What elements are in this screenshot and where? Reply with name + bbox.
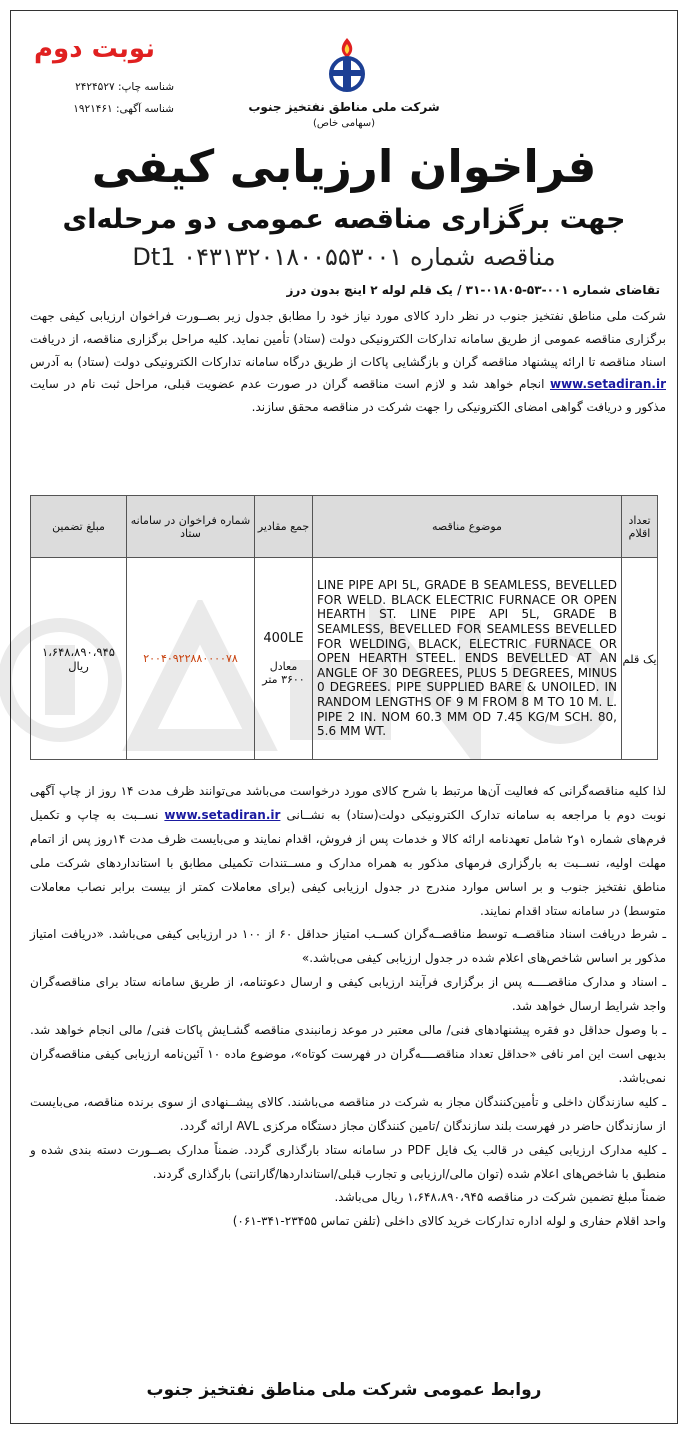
cell-count: یک قلم	[622, 558, 658, 760]
condition-6: ـ کلیه مدارک ارزیابی کیفی در قالب یک فایل PDF در سامانه ستاد بارگذاری گردد. ضمناً مدارک بصــورت دسته بندی شده و منطبق با شاخص‌های اعلام شده (توان مالی/ارزیابی و تجارب قبلی/استانداردها/گارانتی) بارگذاری گردند.	[30, 1142, 666, 1181]
condition-5: ـ کلیه سازندگان داخلی و تأمین‌کنندگان مجاز به شرکت در مناقصه می‌باشند. کالای پیشــنهادی از سوی برنده مناقصه، می‌بایست از سازندگان حاضر در فهرست بلند سازندگان /تامین کنندگان مجاز دستگاه مرکزی AVL ارائه گردد.	[30, 1094, 666, 1133]
contact-note: واحد اقلام حفاری و لوله اداره تدارکات خرید کالای داخلی (تلفن تماس ۲۳۴۵۵-۳۴۱-۰۶۱)	[232, 1214, 666, 1229]
ad-id: شناسه آگهی: ۱۹۲۱۴۶۱	[73, 103, 174, 115]
print-id: شناسه چاپ: ۲۴۲۴۵۲۷	[75, 81, 174, 93]
cell-total	[255, 558, 313, 760]
condition-1	[30, 780, 666, 923]
company-type: (سهامی خاص)	[312, 118, 376, 129]
header-call-no: شماره فراخوان در سامانه ستاد	[127, 496, 255, 558]
condition-1-a: لذا کلیه مناقصه‌گرانی که فعالیت آن‌ها مرتبط با شرح کالای مورد درخواست می‌باشد می‌توانند ظرف مدت ۱۴ روز از چاپ آگهی نوبت دوم با مراجعه به سامانه تدارک الکترونیکی دولت(ستاد) به نشــانی	[30, 784, 666, 822]
condition-4: ـ با وصول حداقل دو فقره پیشنهادهای فنی/ مالی معتبر در موعد زمانبندی مناقصه گشـایش پاکات فنی/ مالی انجام خواهد شد. بدیهی است این امر نافی «حداقل تعداد مناقصــــه‌گران در فهرست کوتاه»، موضوع ماده ۱۰ آئین‌نامه ارزیابی کیفی مناقصه‌گران نمی‌باشد.	[30, 1023, 666, 1085]
request-line: تقاضای شماره ۰۰۱-۵۳-۰۱۸۰۵-۳۱ / یک قلم لوله ۲ اینچ بدون درز	[286, 283, 660, 297]
guarantee-currency: ریال	[68, 658, 89, 673]
cell-guarantee	[31, 558, 127, 760]
table-row	[31, 558, 658, 760]
round-label: نوبت دوم	[34, 34, 155, 64]
cell-call-no: ۲۰۰۴۰۹۲۲۸۸۰۰۰۰۷۸	[127, 558, 255, 760]
total-meters: ۳۶۰۰ متر	[262, 673, 305, 686]
header-total: جمع مقادیر	[255, 496, 313, 558]
guarantee-amount: ۱،۶۴۸،۸۹۰،۹۴۵	[42, 644, 115, 659]
setadiran-link-2[interactable]: www.setadiran.ir	[164, 807, 281, 822]
nioc-logo-icon	[318, 34, 376, 94]
header-guarantee: مبلغ تضمین	[31, 496, 127, 558]
setadiran-link[interactable]: www.setadiran.ir	[549, 377, 666, 392]
intro-paragraph	[30, 305, 666, 419]
cell-subject: LINE PIPE API 5L, GRADE B SEAMLESS, BEVELLED FOR WELD. BLACK ELECTRIC FURNACE OR OPEN HEARTH ST. LINE PIPE API 5L, GRADE B SEAMLESS, BEVELLED FOR SEAMLESS BEVELLED FOR WELDING, BLACK, ELECTRIC FURNACE OR OPEN HEARTH STEEL. ENDS BEVELLED AT AN ANGLE OF 30 DEGREES, PLUS 5 DEGREES, MINUS 0 DEGREES. PIPE SUPPLIED BARE & UNOILED. IN RANDOM LENGTHS OF 9 M FROM 8 M TO 10 M. L. PIPE 2 IN. NOM 60.3 MM OD 7.45 KG/M SCH. 80, 5.6 MM WT.	[313, 558, 622, 760]
total-le: 400LE	[263, 631, 304, 646]
page-title: فراخوان ارزیابی کیفی	[91, 140, 597, 193]
header-count: تعداد اقلام	[622, 496, 658, 558]
ad-ids	[34, 76, 174, 120]
intro-text-b: انجام خواهد شد و لازم است مناقصه گران در صورت عدم عضویت قبلی، مراحل ثبت نام در سایت مذکور و دریافت گواهی امضای الکترونیکی را جهت شرکت در مناقصه محقق سازند.	[30, 377, 666, 415]
conditions-body	[30, 780, 666, 1234]
tender-table	[30, 495, 658, 760]
tender-number: مناقصه شماره Dt1 ۰۴۳۱۳۲۰۱۸۰۰۵۵۳۰۰۱	[132, 243, 556, 271]
table-header-row	[31, 496, 658, 558]
header-subject: موضوع مناقصه	[313, 496, 622, 558]
intro-text-a: شرکت ملی مناطق نفتخیز جنوب در نظر دارد کالای مورد نیاز خود را مطابق جدول زیر بصــورت فراخوان ارزیابی کیفی جهت برگزاری مناقصه عمومی از طریق سامانه تدارکات الکترونیکی دولت (ستاد) تأمین نماید. کلیه مراحل برگزاری مناقصه، از دریافت اسناد مناقصه تا ارائه پیشنهاد مناقصه گران و بازگشایی پاکات از طریق درگاه سامانه تدارکات الکترونیکی دولت (ستاد) به آدرس	[30, 309, 666, 369]
total-equal: معادل	[269, 660, 298, 673]
condition-2: ـ شرط دریافت اسناد مناقصــه توسط مناقصــه‌گران کســب امتیاز حداقل ۶۰ از ۱۰۰ در ارزیابی کیفی می‌باشد. «دریافت امتیاز مذکور بر اساس شاخص‌های اعلام شده در جدول ارزیابی کیفی می‌باشد.»	[30, 927, 666, 966]
condition-1-b: نســبت به چاپ و تکمیل فرم‌های شماره ۱و۲ شامل تعهدنامه ارائه کالا و خدمات پس از فروش، اقدام نمایند و می‌بایست ظرف مدت ۱۴روز پس از اتمام مهلت اولیه، نســبت به بارگزاری فرمهای مذکور به همراه مدارک و مســتندات تکمیلی مطابق با استانداردهای شرکت ملی مناطق نفتخیز جنوب و بر اساس موارد مندرج در جدول ارزیابی کیفی (برای معاملات کمتر از بیست برابر نصاب معاملات متوسط) در سامانه ستاد اقدام نمایند.	[30, 807, 667, 918]
footer-public-relations: روابط عمومی شرکت ملی مناطق نفتخیز جنوب	[146, 1380, 542, 1400]
page-subtitle: جهت برگزاری مناقصه عمومی دو مرحله‌ای	[62, 204, 626, 235]
guarantee-note: ضمناً مبلغ تضمین شرکت در مناقصه ۱،۶۴۸،۸۹۰،۹۴۵ ریال می‌باشد.	[334, 1190, 666, 1205]
condition-3: ـ اسناد و مدارک مناقصــــه پس از برگزاری فرآیند ارزیابی کیفی و ارسال دعوتنامه، از طریق سامانه ستاد برای مناقصه‌گران واجد شرایط ارسال خواهد شد.	[30, 975, 666, 1014]
company-name: شرکت ملی مناطق نفتخیز جنوب	[248, 100, 440, 114]
